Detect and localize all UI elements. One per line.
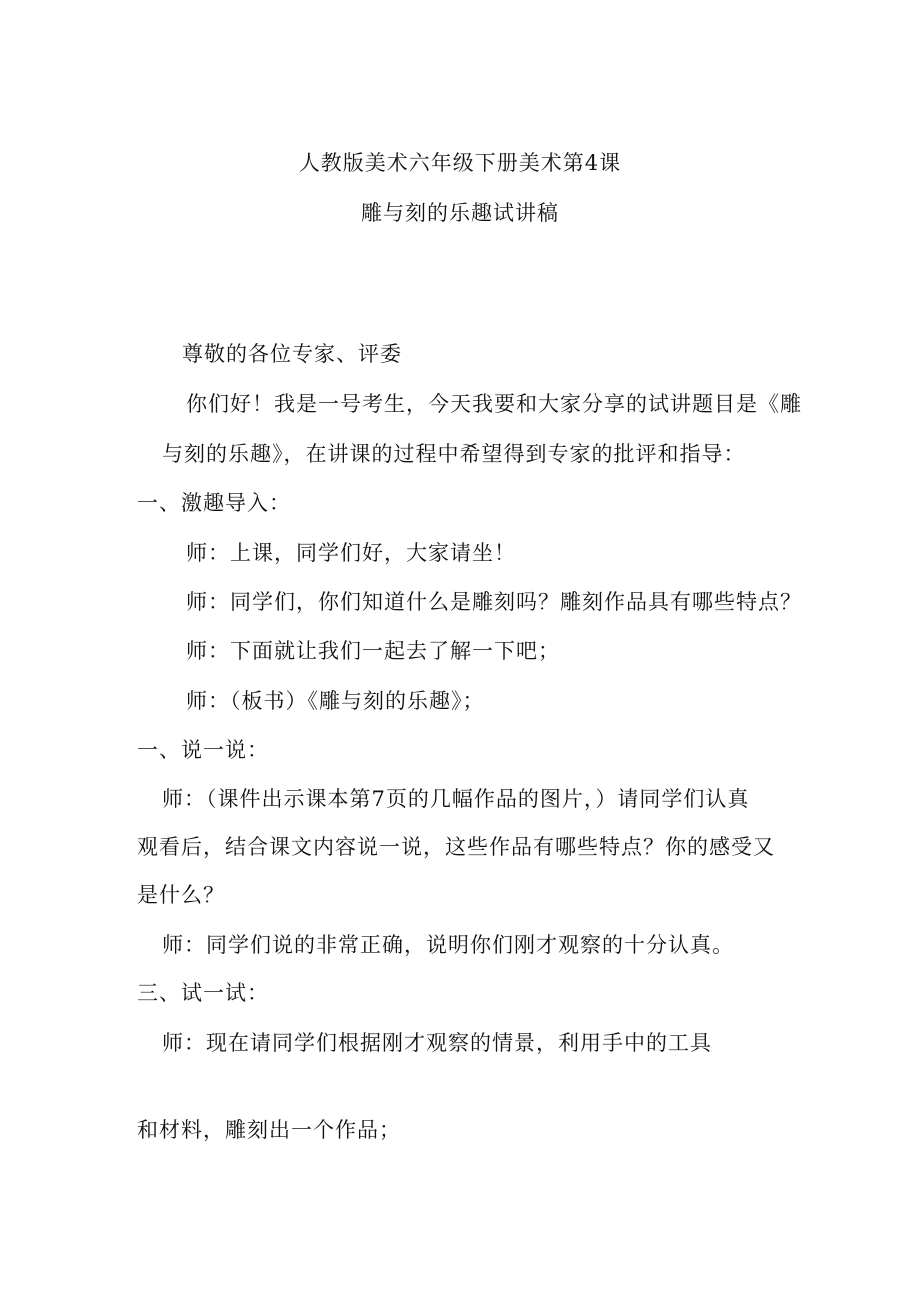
section2-para-line-2: 观看后，结合课文内容说一说，这些作品有哪些特点？你的感受又: [137, 835, 775, 859]
section3-line-1: 师：现在请同学们根据刚才观察的情景，利用手中的工具: [162, 1031, 712, 1055]
section2-para-line-3: 是什么？: [137, 883, 225, 907]
section2-para-line-1: 师：（课件出示课本第7页的几幅作品的图片，）请同学们认真: [162, 787, 750, 811]
section2-line-2: 师：同学们说的非常正确，说明你们刚才观察的十分认真。: [162, 933, 734, 957]
section2-heading: 一、说一说：: [137, 738, 269, 762]
section1-line-4: 师：（板书）《雕与刻的乐趣》；: [186, 689, 485, 713]
section1-line-3: 师：下面就让我们一起去了解一下吧；: [186, 639, 560, 663]
section1-heading: 一、激趣导入：: [137, 491, 291, 515]
intro-line-1: 你们好！我是一号考生，今天我要和大家分享的试讲题目是《雕: [186, 392, 802, 416]
section1-line-2: 师：同学们，你们知道什么是雕刻吗？雕刻作品具有哪些特点？: [186, 590, 802, 614]
title-line-1: 人教版美术六年级下册美术第4课: [298, 151, 622, 175]
section1-line-1: 师：上课，同学们好，大家请坐！: [186, 541, 516, 565]
section3-heading: 三、试一试：: [137, 981, 269, 1005]
intro-line-2: 与刻的乐趣》，在讲课的过程中希望得到专家的批评和指导：: [162, 442, 746, 466]
title-line-2: 雕与刻的乐趣试讲稿: [361, 201, 559, 225]
greeting: 尊敬的各位专家、评委: [182, 342, 402, 366]
section3-line-2: 和材料，雕刻出一个作品；: [137, 1118, 401, 1142]
